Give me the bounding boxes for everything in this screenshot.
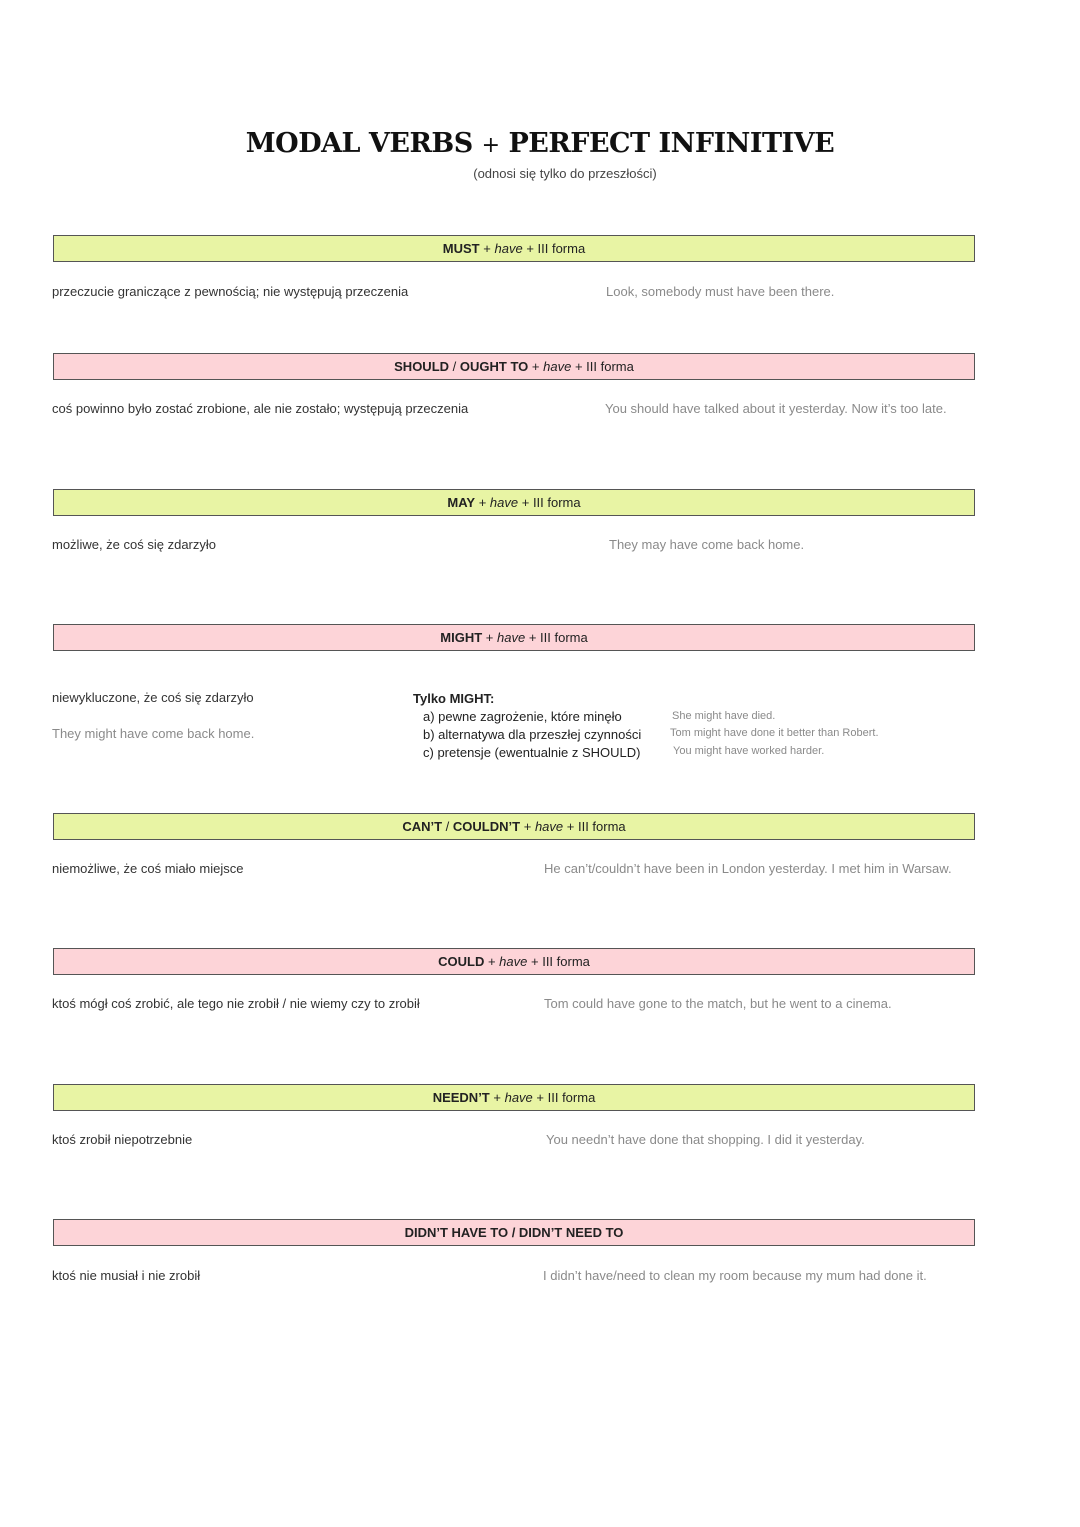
might-header-bar <box>53 624 975 651</box>
plus-sign: + <box>483 241 491 256</box>
may-description: możliwe, że coś się zdarzyło <box>52 537 216 552</box>
ought-to-modal: OUGHT TO <box>459 359 529 374</box>
might-example: They might have come back home. <box>52 726 255 741</box>
must-description: przeczucie graniczące z pewnością; nie występują przeczenia <box>52 284 409 299</box>
forma-text: + III forma <box>536 1090 596 1105</box>
neednt-header-bar <box>53 1084 975 1111</box>
must-example: Look, somebody must have been there. <box>606 284 835 299</box>
must-modal: MUST <box>442 241 480 256</box>
should-header-bar <box>53 353 975 380</box>
have-word: have <box>543 359 572 374</box>
neednt-description: ktoś zrobił niepotrzebnie <box>52 1132 193 1147</box>
list-item: c) pretensje (ewentualnie z SHOULD) <box>423 745 641 760</box>
cant-header-bar <box>53 813 975 840</box>
couldnt-modal: COULDN’T <box>452 819 521 834</box>
neednt-modal: NEEDN’T <box>432 1090 490 1105</box>
have-word: have <box>534 819 564 834</box>
didnt-header-bar <box>53 1219 975 1246</box>
have-word: have <box>504 1090 533 1105</box>
title-right: PERFECT INFINITIVE <box>508 128 835 159</box>
plus-sign: + <box>485 630 494 645</box>
might-modal: MIGHT <box>440 630 483 645</box>
page-title <box>0 128 1080 159</box>
plus-sign: + <box>487 954 496 969</box>
might-description: niewykluczone, że coś się zdarzyło <box>52 690 254 705</box>
cant-example: He can’t/couldn’t have been in London yesterday. I met him in Warsaw. <box>544 861 952 876</box>
only-might-list <box>413 690 641 762</box>
have-word: have <box>499 954 528 969</box>
should-description: coś powinno było zostać zrobione, ale nie zostało; występują przeczenia <box>52 401 469 416</box>
have-word: have <box>489 495 519 510</box>
cant-description: niemożliwe, że coś miało miejsce <box>52 861 244 876</box>
might-item-example: She might have died. <box>672 710 776 722</box>
slash: / <box>445 819 450 834</box>
forma-text: + III forma <box>521 495 581 510</box>
slash: / <box>452 359 457 374</box>
have-word: have <box>494 241 523 256</box>
should-modal: SHOULD <box>394 359 450 374</box>
plus-sign: + <box>523 819 532 834</box>
forma-text: + III forma <box>574 359 634 374</box>
page-subtitle: (odnosi się tylko do przeszłości) <box>473 166 657 181</box>
could-description: ktoś mógł coś zrobić, ale tego nie zrobił / nie wiemy czy to zrobił <box>52 996 420 1011</box>
could-header-bar <box>53 948 975 975</box>
neednt-example: You needn’t have done that shopping. I did it yesterday. <box>546 1132 865 1147</box>
may-example: They may have come back home. <box>609 537 805 552</box>
should-example: You should have talked about it yesterday. Now it’s too late. <box>605 401 947 416</box>
title-left: MODAL VERBS <box>245 128 473 159</box>
may-header-bar <box>53 489 975 516</box>
plus-sign: + <box>478 495 487 510</box>
list-item: a) pewne zagrożenie, które minęło <box>423 709 622 724</box>
must-header-bar <box>53 235 975 262</box>
cant-modal: CAN’T <box>402 819 443 834</box>
forma-text: + III forma <box>566 819 626 834</box>
title-plus: + <box>481 133 500 158</box>
might-item-example: You might have worked harder. <box>673 745 825 757</box>
forma-text: + III forma <box>526 241 586 256</box>
could-example: Tom could have gone to the match, but he went to a cinema. <box>544 996 892 1011</box>
might-item-example: Tom might have done it better than Robert. <box>670 727 879 739</box>
have-word: have <box>497 630 526 645</box>
forma-text: + III forma <box>531 954 590 969</box>
list-item: b) alternatywa dla przeszłej czynności <box>423 727 642 742</box>
may-modal: MAY <box>447 495 476 510</box>
plus-sign: + <box>531 359 540 374</box>
didnt-example: I didn’t have/need to clean my room because my mum had done it. <box>543 1268 927 1283</box>
plus-sign: + <box>493 1090 501 1105</box>
didnt-description: ktoś nie musiał i nie zrobił <box>52 1268 201 1283</box>
didnt-label: DIDN’T HAVE TO / DIDN’T NEED TO <box>404 1225 624 1240</box>
only-might-heading: Tylko MIGHT: <box>413 691 495 706</box>
could-modal: COULD <box>438 954 485 969</box>
forma-text: + III forma <box>528 630 588 645</box>
